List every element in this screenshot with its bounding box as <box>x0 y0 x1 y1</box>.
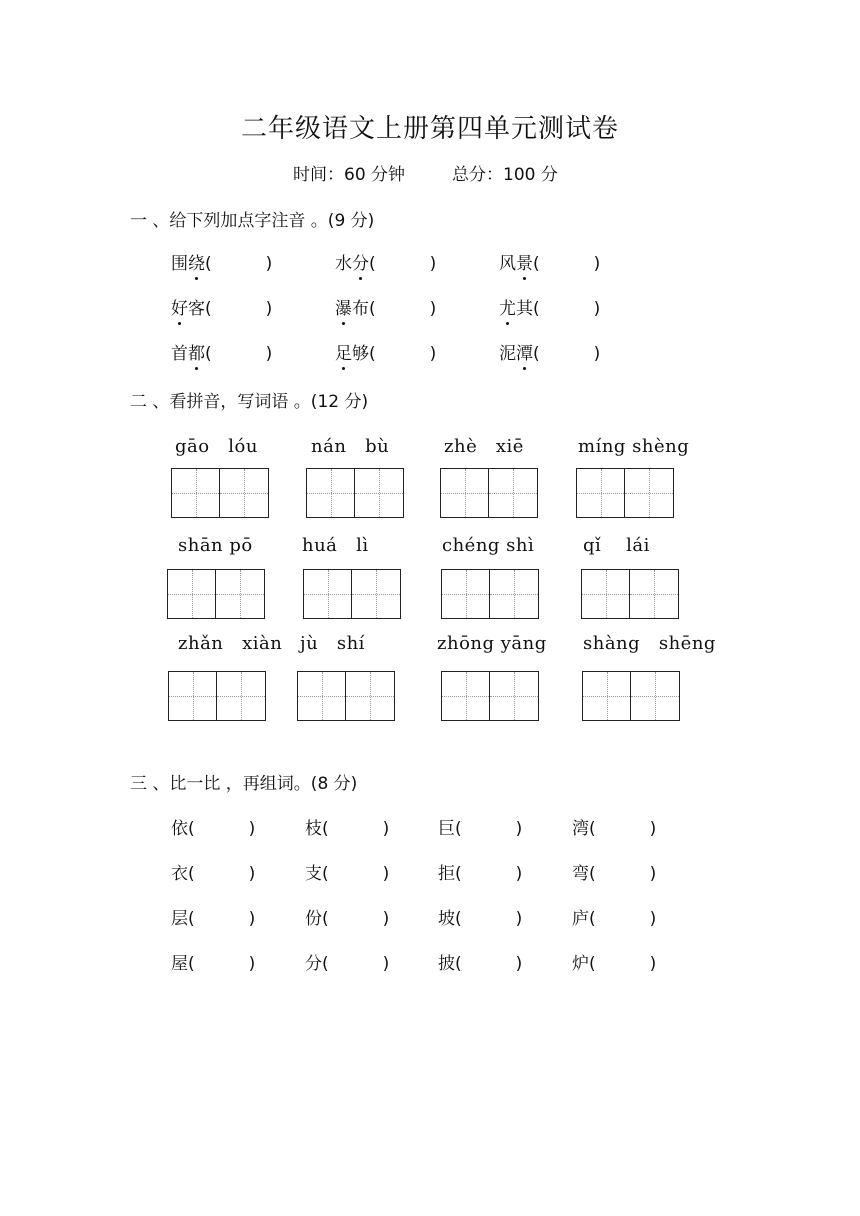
compare-char: 层 <box>171 909 188 929</box>
writing-grid[interactable] <box>582 671 680 721</box>
pinyin-label: zhè xiē <box>444 436 524 457</box>
compare-char: 炉 <box>572 954 589 974</box>
compare-char: 份 <box>305 909 322 929</box>
grid-cell[interactable] <box>631 672 679 720</box>
answer-blank[interactable]: ( ) <box>322 954 390 974</box>
compare-item <box>438 904 522 929</box>
dotted-char: 好 <box>171 299 188 319</box>
guide-line-vertical <box>376 570 377 618</box>
answer-blank[interactable]: ( ) <box>188 909 256 929</box>
pinyin-label: qǐ lái <box>583 535 650 556</box>
answer-blank[interactable]: ( ) <box>533 344 601 364</box>
grid-cell[interactable] <box>216 570 264 618</box>
answer-blank[interactable]: ( ) <box>322 909 390 929</box>
section2-heading: 二 、看拼音，写词语 。(12 分) <box>130 392 369 412</box>
grid-cell[interactable] <box>217 672 265 720</box>
guide-line-vertical <box>322 672 323 720</box>
annotate-item <box>499 294 600 319</box>
answer-blank[interactable]: ( ) <box>589 819 657 839</box>
answer-blank[interactable]: ( ) <box>322 864 390 884</box>
pinyin-label: huá lì <box>302 535 369 556</box>
pinyin-label: chéng shì <box>442 535 535 556</box>
dotted-char: 都 <box>188 344 205 364</box>
annotate-item <box>171 339 272 364</box>
compare-char: 巨 <box>438 819 455 839</box>
dotted-char: 足 <box>335 344 352 364</box>
annotate-item <box>171 249 272 274</box>
grid-cell[interactable] <box>583 672 631 720</box>
guide-line-vertical <box>331 469 332 517</box>
writing-grid[interactable] <box>297 671 395 721</box>
pinyin-label: zhǎn xiàn <box>178 633 283 654</box>
guide-line-vertical <box>654 570 655 618</box>
compare-char: 依 <box>171 819 188 839</box>
writing-grid[interactable] <box>441 569 539 619</box>
word-prefix: 首 <box>171 344 188 364</box>
dotted-char: 景 <box>516 254 533 274</box>
word-prefix: 风 <box>499 254 516 274</box>
grid-cell[interactable] <box>582 570 630 618</box>
guide-line-vertical <box>379 469 380 517</box>
pinyin-label: shàng shēng <box>583 633 716 654</box>
compare-item <box>438 949 522 974</box>
compare-item <box>305 859 389 884</box>
guide-line-vertical <box>606 570 607 618</box>
pinyin-label: zhōng yāng <box>437 633 547 654</box>
page-title: 二年级语文上册第四单元测试卷 <box>240 114 619 144</box>
time-limit: 时间：60 分钟 <box>293 165 406 185</box>
guide-line-vertical <box>240 570 241 618</box>
answer-blank[interactable]: ( ) <box>589 909 657 929</box>
compare-item <box>572 949 656 974</box>
answer-blank[interactable]: ( ) <box>589 954 657 974</box>
guide-line-vertical <box>192 570 193 618</box>
guide-line-vertical <box>466 672 467 720</box>
compare-char: 披 <box>438 954 455 974</box>
compare-item <box>171 814 255 839</box>
grid-cell[interactable] <box>442 570 490 618</box>
answer-blank[interactable]: ( ) <box>205 299 273 319</box>
annotate-item <box>499 249 600 274</box>
pinyin-label: míng shèng <box>578 436 690 457</box>
guide-line-vertical <box>514 570 515 618</box>
guide-line-vertical <box>655 672 656 720</box>
grid-cell[interactable] <box>298 672 346 720</box>
word-prefix: 泥 <box>499 344 516 364</box>
writing-grid[interactable] <box>306 468 404 518</box>
annotate-item <box>499 339 600 364</box>
answer-blank[interactable]: ( ) <box>188 819 256 839</box>
grid-cell[interactable] <box>304 570 352 618</box>
compare-char: 湾 <box>572 819 589 839</box>
compare-item <box>305 949 389 974</box>
writing-grid[interactable] <box>441 671 539 721</box>
guide-line-vertical <box>244 469 245 517</box>
compare-char: 弯 <box>572 864 589 884</box>
grid-cell[interactable] <box>489 469 537 517</box>
dotted-char: 潭 <box>516 344 533 364</box>
compare-char: 衣 <box>171 864 188 884</box>
grid-cell[interactable] <box>168 570 216 618</box>
answer-blank[interactable]: ( ) <box>455 819 523 839</box>
writing-grid[interactable] <box>303 569 401 619</box>
answer-blank[interactable]: ( ) <box>322 819 390 839</box>
guide-line-vertical <box>649 469 650 517</box>
answer-blank[interactable]: ( ) <box>455 909 523 929</box>
compare-char: 支 <box>305 864 322 884</box>
compare-item <box>171 859 255 884</box>
guide-line-vertical <box>607 672 608 720</box>
pinyin-label: shān pō <box>178 535 253 556</box>
annotate-item <box>171 294 272 319</box>
pinyin-label: jù shí <box>300 633 365 654</box>
pinyin-label: gāo lóu <box>175 436 258 457</box>
grid-cell[interactable] <box>625 469 673 517</box>
guide-line-vertical <box>241 672 242 720</box>
answer-blank[interactable]: ( ) <box>589 864 657 884</box>
guide-line-vertical <box>601 469 602 517</box>
guide-line-vertical <box>328 570 329 618</box>
answer-blank[interactable]: ( ) <box>533 254 601 274</box>
answer-blank[interactable]: ( ) <box>455 954 523 974</box>
writing-grid[interactable] <box>167 569 265 619</box>
compare-item <box>171 904 255 929</box>
grid-cell[interactable] <box>355 469 403 517</box>
dotted-char: 分 <box>352 254 369 274</box>
total-score: 总分：100 分 <box>452 165 558 185</box>
word-prefix: 水 <box>335 254 352 274</box>
word-suffix: 布 <box>352 299 369 319</box>
guide-line-vertical <box>465 469 466 517</box>
answer-blank[interactable]: ( ) <box>369 299 437 319</box>
guide-line-vertical <box>196 469 197 517</box>
grid-cell[interactable] <box>352 570 400 618</box>
word-suffix: 客 <box>188 299 205 319</box>
grid-cell[interactable] <box>307 469 355 517</box>
compare-char: 屋 <box>171 954 188 974</box>
grid-cell[interactable] <box>442 672 490 720</box>
compare-item <box>572 859 656 884</box>
writing-grid[interactable] <box>171 468 269 518</box>
grid-cell[interactable] <box>490 672 538 720</box>
guide-line-vertical <box>514 672 515 720</box>
word-suffix: 够 <box>352 344 369 364</box>
compare-char: 坡 <box>438 909 455 929</box>
section3-heading: 三 、比一比 ，再组词。(8 分) <box>130 774 358 794</box>
answer-blank[interactable]: ( ) <box>369 344 437 364</box>
grid-cell[interactable] <box>172 469 220 517</box>
grid-cell[interactable] <box>577 469 625 517</box>
answer-blank[interactable]: ( ) <box>455 864 523 884</box>
writing-grid[interactable] <box>440 468 538 518</box>
grid-cell[interactable] <box>490 570 538 618</box>
grid-cell[interactable] <box>441 469 489 517</box>
compare-char: 分 <box>305 954 322 974</box>
compare-item <box>305 904 389 929</box>
compare-char: 拒 <box>438 864 455 884</box>
grid-cell[interactable] <box>630 570 678 618</box>
compare-item <box>438 859 522 884</box>
writing-grid[interactable] <box>576 468 674 518</box>
word-prefix: 围 <box>171 254 188 274</box>
pinyin-label: nán bù <box>311 436 390 457</box>
grid-cell[interactable] <box>169 672 217 720</box>
dotted-char: 尤 <box>499 299 516 319</box>
guide-line-vertical <box>193 672 194 720</box>
dotted-char: 瀑 <box>335 299 352 319</box>
grid-cell[interactable] <box>220 469 268 517</box>
writing-grid[interactable] <box>581 569 679 619</box>
guide-line-vertical <box>513 469 514 517</box>
compare-item <box>305 814 389 839</box>
answer-blank[interactable]: ( ) <box>188 954 256 974</box>
annotate-item <box>335 339 436 364</box>
answer-blank[interactable]: ( ) <box>369 254 437 274</box>
section1-heading: 一 、给下列加点字注音 。(9 分) <box>130 211 375 231</box>
annotate-item <box>335 294 436 319</box>
annotate-item <box>335 249 436 274</box>
word-suffix: 其 <box>516 299 533 319</box>
writing-grid[interactable] <box>168 671 266 721</box>
compare-item <box>171 949 255 974</box>
answer-blank[interactable]: ( ) <box>205 344 273 364</box>
guide-line-vertical <box>466 570 467 618</box>
answer-blank[interactable]: ( ) <box>533 299 601 319</box>
dotted-char: 绕 <box>188 254 205 274</box>
guide-line-vertical <box>370 672 371 720</box>
compare-char: 枝 <box>305 819 322 839</box>
compare-item <box>438 814 522 839</box>
grid-cell[interactable] <box>346 672 394 720</box>
answer-blank[interactable]: ( ) <box>188 864 256 884</box>
compare-item <box>572 814 656 839</box>
answer-blank[interactable]: ( ) <box>205 254 273 274</box>
compare-item <box>572 904 656 929</box>
compare-char: 庐 <box>572 909 589 929</box>
